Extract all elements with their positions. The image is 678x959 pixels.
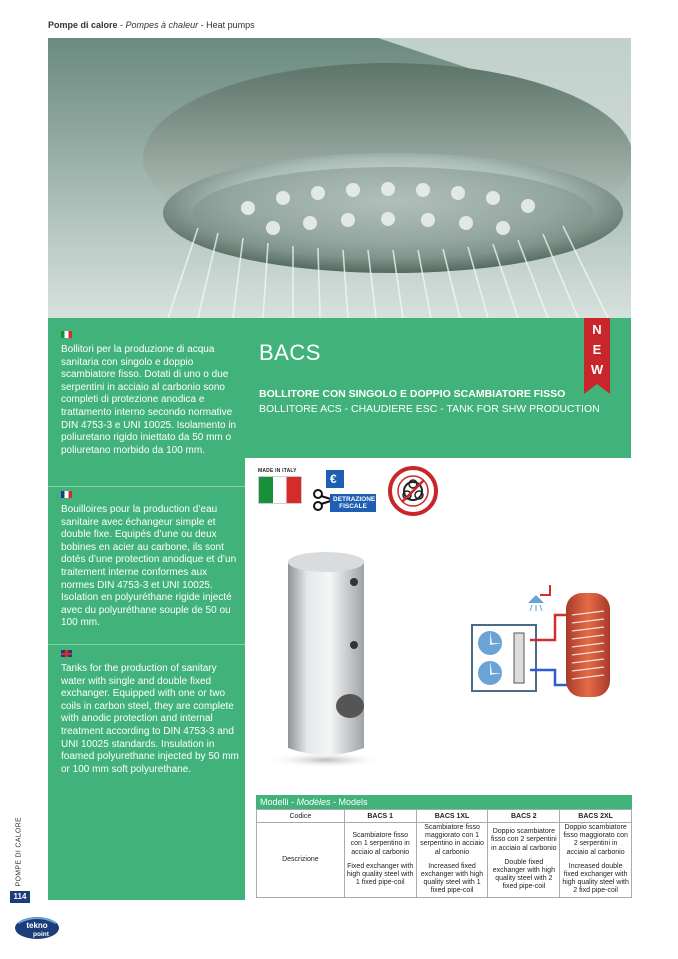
cell-en: Increased fixed exchanger with high quality steel with 1 fixed pipe-coil bbox=[420, 862, 484, 895]
italy-flag-icon bbox=[61, 331, 72, 338]
models-header-fr: Modèles bbox=[296, 797, 331, 807]
heat-pump-diagram bbox=[470, 585, 620, 700]
biohazard-icon bbox=[388, 466, 438, 516]
cell-en: Double fixed exchanger with high quality steel with 2 fixed pipe-coil bbox=[492, 858, 555, 891]
logo-text-2: point bbox=[33, 931, 49, 938]
tax-deduction-badge bbox=[312, 468, 382, 514]
product-name: BACS bbox=[259, 340, 321, 365]
cell-it: Scambiatore fisso con 1 serpentino in acciaio al carbonio bbox=[350, 832, 410, 856]
header-sep: - bbox=[117, 20, 126, 30]
italy-flag-icon bbox=[258, 476, 302, 504]
tax-line2: FISCALE bbox=[339, 503, 367, 510]
models-table bbox=[256, 795, 632, 898]
page-header bbox=[48, 20, 255, 30]
description-fr-text: Bouilloires pour la production d’eau sanitaire avec échangeur simple et double fixe. Equipés d’une ou deux bobines en acier au carbone, ils sont dotés d’une protection anodique et d’un traitement interne conformes aux normes DIN 4753-3 et UNI 10025. Isolation en polyuréthane rigide injecté avec du polyuréthane souple de 50 ou 100 mm. bbox=[61, 504, 237, 629]
models-header-it: Modelli bbox=[260, 797, 289, 807]
models-grid bbox=[256, 809, 632, 898]
boiler-tank-illustration bbox=[268, 540, 388, 770]
column-header: Codice bbox=[257, 810, 345, 823]
product-subtitle-bold: BOLLITORE CON SINGOLO E DOPPIO SCAMBIATORE FISSO bbox=[259, 388, 566, 400]
table-cell bbox=[344, 823, 416, 898]
column-header: BACS 2 bbox=[488, 810, 560, 823]
models-header-sep: - bbox=[288, 797, 297, 807]
logo-text-1: tekno bbox=[26, 921, 48, 930]
made-in-italy-label: MADE IN ITALY bbox=[258, 468, 297, 474]
new-letter: W bbox=[590, 362, 604, 377]
cell-it: Doppio scambiatore fisso con 2 serpentini in acciaio al carbonio bbox=[490, 828, 557, 852]
teknopoint-logo-mark bbox=[14, 915, 60, 941]
header-fr: Pompes à chaleur bbox=[125, 20, 199, 30]
table-row bbox=[257, 823, 632, 898]
models-header-sep: - bbox=[330, 797, 339, 807]
side-section-text: POMPE DI CALORE bbox=[15, 817, 23, 887]
header-it: Pompe di calore bbox=[48, 20, 118, 30]
teknopoint-logo bbox=[14, 915, 60, 941]
cell-en: Increased double fixed exchanger with high quality steel with 2 fixd pipe-coil bbox=[562, 862, 629, 895]
description-en bbox=[61, 650, 239, 776]
new-ribbon bbox=[584, 318, 610, 384]
cell-it: Doppio scambiatore fisso maggiorato con 2 serpentini in acciaio al carbonio bbox=[563, 824, 628, 856]
table-header-row bbox=[257, 810, 632, 823]
france-flag-icon bbox=[61, 491, 72, 498]
description-en-text: Tanks for the production of sanitary water with single and double fixed exchanger. Equipped with one or two coils in carbon steel, they are complete with anodic protection and internal treatment according to DIN 4753-3 and UNI 10025 standards. Insulation in foamed polyurethane injected by 50 mm or 100 mm soft polyurethane. bbox=[61, 663, 239, 775]
description-panel bbox=[48, 318, 245, 900]
tax-line1: DETRAZIONE bbox=[333, 496, 376, 503]
description-it-text: Bollitori per la produzione di acqua sanitaria con singolo e doppio scambiatore fisso. Dotati di uno o due serpentini in acciaio al carbonio sono completi di protezione anodica e trattamento interno secondo normative DIN 4753-3 e UNI 10025. Isolamento in poliuretano rigido iniettato da 50 mm o poliuretano morbido da 100 mm. bbox=[61, 344, 237, 456]
column-header: BACS 2XL bbox=[560, 810, 632, 823]
euro-icon: € bbox=[330, 472, 337, 486]
page-number: 114 bbox=[10, 891, 30, 903]
table-cell bbox=[416, 823, 488, 898]
divider bbox=[48, 486, 245, 487]
heat-pump-scheme bbox=[470, 585, 620, 705]
header-en: Heat pumps bbox=[206, 20, 255, 30]
new-letter: N bbox=[592, 322, 602, 337]
header-sep: - bbox=[198, 20, 207, 30]
product-subtitle: BOLLITORE ACS - CHAUDIERE ESC - TANK FOR SHW PRODUCTION bbox=[259, 403, 600, 415]
cell-en: Fixed exchanger with high quality steel with 1 fixed pipe-coil bbox=[346, 862, 414, 887]
divider bbox=[48, 644, 245, 645]
boiler-tank-image bbox=[268, 540, 388, 775]
table-cell bbox=[488, 823, 560, 898]
product-title-band bbox=[245, 318, 631, 458]
cell-it: Scambiatore fisso maggiorato con 1 serpentino in acciaio al carbonio bbox=[420, 824, 484, 856]
models-header-en: Models bbox=[338, 797, 368, 807]
new-letter: E bbox=[592, 342, 602, 357]
description-it bbox=[61, 331, 239, 457]
hero-shower-photo bbox=[48, 38, 631, 318]
made-in-italy-badge bbox=[258, 468, 304, 508]
shower-head-illustration bbox=[48, 38, 631, 318]
column-header: BACS 1XL bbox=[416, 810, 488, 823]
side-section-label bbox=[14, 817, 24, 888]
table-cell bbox=[560, 823, 632, 898]
anti-legionella-badge bbox=[388, 466, 438, 516]
column-header: BACS 1 bbox=[344, 810, 416, 823]
row-label: Descrizione bbox=[257, 823, 345, 898]
description-fr bbox=[61, 491, 239, 630]
tax-deduction-label bbox=[330, 494, 376, 512]
models-table-header bbox=[256, 795, 632, 809]
uk-flag-icon bbox=[61, 650, 72, 657]
